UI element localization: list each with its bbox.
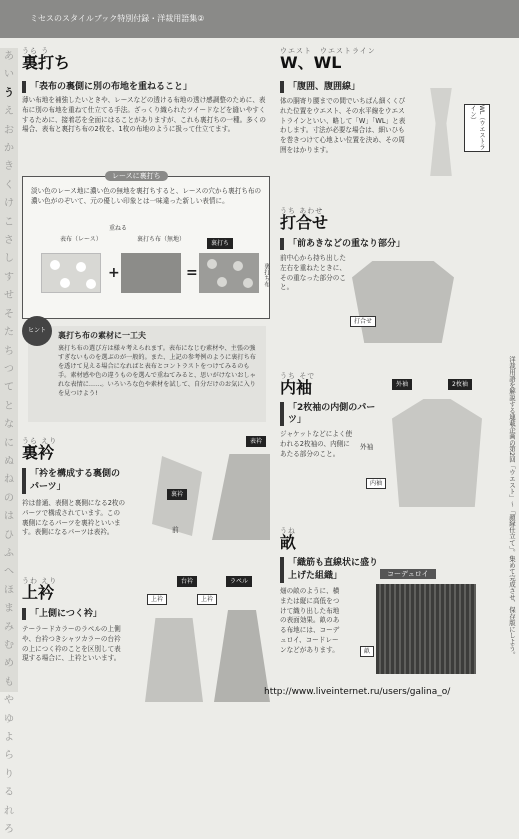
uchisode-tag-2: 2枚袖	[448, 379, 472, 390]
kana-6[interactable]: き	[4, 161, 14, 173]
waist-subtitle: 「腹囲、腹囲線」	[280, 81, 400, 93]
waist-kicker: ウエスト ウエストライン	[280, 47, 376, 55]
result-tag: 裏打ち	[207, 238, 233, 249]
kana-25[interactable]: は	[4, 511, 14, 523]
kana-33[interactable]: め	[4, 658, 14, 670]
kana-15[interactable]: た	[4, 327, 14, 339]
header-text: ミセスのスタイルブック特別付録・洋裁用語集②	[30, 14, 205, 23]
kana-20[interactable]: な	[4, 419, 14, 431]
une-title: 畝	[280, 533, 297, 552]
hint-badge: ヒント	[22, 316, 52, 346]
kana-42[interactable]: ろ	[4, 824, 14, 836]
kana-8[interactable]: け	[4, 198, 14, 210]
kana-39[interactable]: り	[4, 768, 14, 780]
kana-7[interactable]: く	[4, 179, 14, 191]
uraeri-kicker: うら えり	[22, 437, 58, 445]
uchiawase-tag: 打合せ	[350, 316, 376, 327]
kana-0[interactable]: あ	[4, 51, 14, 62]
uchiawase-subtitle: 「前あきなどの重なり部分」	[280, 238, 484, 250]
uraeri-front: 前	[172, 526, 179, 534]
uraeri-tag-ura: 裏衿	[167, 489, 187, 500]
uraeri-title: 裏衿	[22, 443, 55, 462]
kana-28[interactable]: へ	[4, 566, 14, 578]
uchisode-tag-1: 外袖	[392, 379, 412, 390]
vertical-note: 洋裁用語を解説する連載企画の第2回「ウエスト」～「顔縁仕立て」。集めて完成させ、保存版にしよう。	[508, 356, 516, 658]
overlap-label: 重ねる	[109, 225, 128, 232]
kana-35[interactable]: や	[4, 695, 14, 707]
kana-22[interactable]: ぬ	[4, 455, 14, 467]
uchiawase-kicker: うち あわせ	[280, 207, 324, 215]
uwaeri-tag-2: ラペル	[226, 576, 252, 587]
uwaeri-tag-1: 台衿	[177, 576, 197, 587]
kana-19[interactable]: と	[4, 400, 14, 412]
equals-sign: =	[186, 265, 198, 281]
uchiawase-section	[280, 206, 484, 325]
uraeri-subtitle: 「衿を構成する裏側のパーツ」	[22, 468, 122, 494]
shirt-figure	[352, 261, 454, 343]
kana-9[interactable]: こ	[4, 216, 14, 228]
lace-pill: レースに裏打ち	[105, 171, 168, 181]
kana-24[interactable]: の	[4, 492, 14, 504]
kana-12[interactable]: す	[4, 271, 14, 283]
uraudi-title: 裏打ち	[22, 53, 71, 72]
kana-16[interactable]: ち	[4, 345, 14, 357]
uchisode-title: 内袖	[280, 378, 313, 397]
kana-18[interactable]: て	[4, 382, 14, 394]
uchisode-subtitle: 「2枚袖の内側のパーツ」	[280, 402, 386, 426]
uwaeri-body: テーラードカラーのラペルの上側や、台衿つきシャツカラーの台衿の上につく衿のことを区別して表現する場合に、上衿といいます。	[22, 625, 121, 663]
uchiawase-title: 打合せ	[280, 213, 329, 232]
une-kicker: うね	[280, 527, 296, 535]
uraudi-kicker: うら う	[22, 47, 50, 55]
kana-41[interactable]: れ	[4, 805, 14, 817]
kana-3[interactable]: え	[4, 106, 14, 118]
collar-piece-top	[212, 454, 270, 540]
uwaeri-title: 上衿	[22, 583, 55, 602]
kana-40[interactable]: る	[4, 787, 14, 799]
uwaeri-kicker: うわ えり	[22, 577, 58, 585]
une-pill: コーデュロイ	[380, 569, 436, 579]
uraeri-section	[22, 436, 270, 538]
corduroy-swatch	[376, 584, 476, 674]
kana-26[interactable]: ひ	[4, 529, 14, 541]
front-fabric-label: 表布（レース）	[60, 236, 102, 243]
kana-11[interactable]: し	[4, 253, 14, 265]
waist-title: W、WL	[280, 53, 342, 72]
lace-swatch	[41, 253, 101, 293]
jacket-lapel-shape	[214, 610, 270, 702]
uwaeri-tag-4: 上衿	[197, 594, 217, 605]
uwaeri-subtitle: 「上側につく衿」	[22, 608, 117, 620]
solid-swatch	[121, 253, 181, 293]
uraudi-body: 薄い布地を補強したいときや、レースなどの透ける布地の透け感調整のために、表布に別の布地を重ねて仕立てる手法。ざっくり織られたツイードなどを縫いやすくするために、接着芯を全面にはることがありますが、これも裏打ちの一種。多くの場合、表布と裏打ち布の2枚を、1枚の布地のように扱って仕立てます。	[22, 96, 266, 134]
kana-14[interactable]: そ	[4, 308, 14, 320]
waist-body: 体の胴寄り腰までの間でいちばん細くくびれた位置をウエスト、その水平線をウエストラインといい、略して「W」「WL」と表わします。寸法が必要な場合は、細いひもを巻きつけて心地よい位置を決め、その周囲をはかります。	[280, 97, 406, 154]
kana-13[interactable]: せ	[4, 290, 14, 302]
uchisode-body: ジャケットなどによく使われる2枚袖の、内側にあたる部分のこと。	[280, 430, 353, 458]
shirt-collar-shape	[145, 618, 203, 702]
kana-2[interactable]: う	[4, 87, 14, 99]
uraeri-body: 衿は普通、表側と裏側になる2枚のパーツで構成されています。この裏側になるパーツを裏衿といいます。表側になるパーツは表衿。	[22, 499, 126, 537]
waist-figure	[423, 88, 459, 176]
hint-body: 裏打ち布の選び方は様々考えられます。表布になじむ素材や、主張の強すぎないものを選ぶのが一般的。また、上記の参考例のように裏打ち布を透けて見える場合になればと表布とコントラストをつけてみるのも手。素材感や色の違うものを選んで重ねてみると、思いがけないおしゃれな表情に……。いろいろな色や素材を試して、自分だけのお気に入りを見つけよう!	[58, 345, 256, 397]
uwaeri-tag-3: 上衿	[147, 594, 167, 605]
hint-box	[28, 326, 266, 422]
hint-title: 裏打ち布の素材に一工夫	[58, 331, 146, 340]
kana-index[interactable]	[0, 48, 18, 836]
jacket-figure	[392, 399, 482, 507]
uwaeri-section	[22, 576, 270, 664]
waist-tag: WL（ウエストライン）	[464, 104, 490, 152]
uchisode-kicker: うち そで	[280, 372, 316, 380]
uchisode-tag-4: 内袖	[366, 478, 386, 489]
kana-17[interactable]: つ	[4, 363, 14, 375]
une-section	[280, 526, 484, 656]
kana-31[interactable]: み	[4, 621, 14, 633]
side-label: 裏打ち布	[262, 263, 270, 287]
back-fabric-label: 裏打ち布（無地）	[137, 236, 186, 243]
page-header	[0, 0, 519, 38]
uraeri-tag-omote: 表衿	[246, 436, 266, 447]
uchisode-tag-3: 外袖	[360, 443, 374, 451]
plus-sign: +	[108, 265, 120, 281]
uraudi-subtitle: 「表布の裏側に別の布地を重ねること」	[22, 81, 270, 93]
une-subtitle: 「織筋も直線状に盛り上げた組織」	[280, 557, 378, 583]
kana-21[interactable]: に	[4, 437, 14, 449]
uchiawase-body: 前中心から持ち出した左右を重ねたときに、その重なった部分のこと。	[280, 254, 346, 292]
kana-27[interactable]: ふ	[4, 547, 14, 559]
result-swatch	[199, 253, 259, 293]
kana-23[interactable]: ね	[4, 474, 14, 486]
kana-30[interactable]: ま	[4, 603, 14, 615]
kana-36[interactable]: ゆ	[4, 713, 14, 725]
kana-34[interactable]: も	[4, 676, 14, 688]
kana-32[interactable]: む	[4, 640, 14, 651]
kana-29[interactable]: ほ	[4, 584, 14, 596]
footer-url[interactable]: http://www.liveinternet.ru/users/galina_o/	[264, 687, 451, 697]
uchisode-section	[280, 371, 484, 487]
lace-body: 淡い色のレース地に濃い色の無地を裏打ちすると、レースの穴から裏打ち布の濃い色がのぞいて、元の優しい印象とは一味違った新しい表情に。	[31, 187, 262, 205]
une-arrow: 畝	[360, 646, 374, 657]
kana-5[interactable]: か	[4, 143, 14, 155]
kana-37[interactable]: よ	[4, 732, 14, 744]
kana-10[interactable]: さ	[4, 235, 14, 247]
une-body: 畑の畝のように、横または縦に高低をつけて織り出した布地の表面効果。畝のある布地には、コーデュロイ、コードレーンなどがあります。	[280, 587, 340, 654]
kana-38[interactable]: ら	[4, 750, 14, 762]
kana-1[interactable]: い	[4, 69, 14, 81]
kana-4[interactable]: お	[4, 124, 14, 136]
lace-example-box	[22, 172, 270, 319]
